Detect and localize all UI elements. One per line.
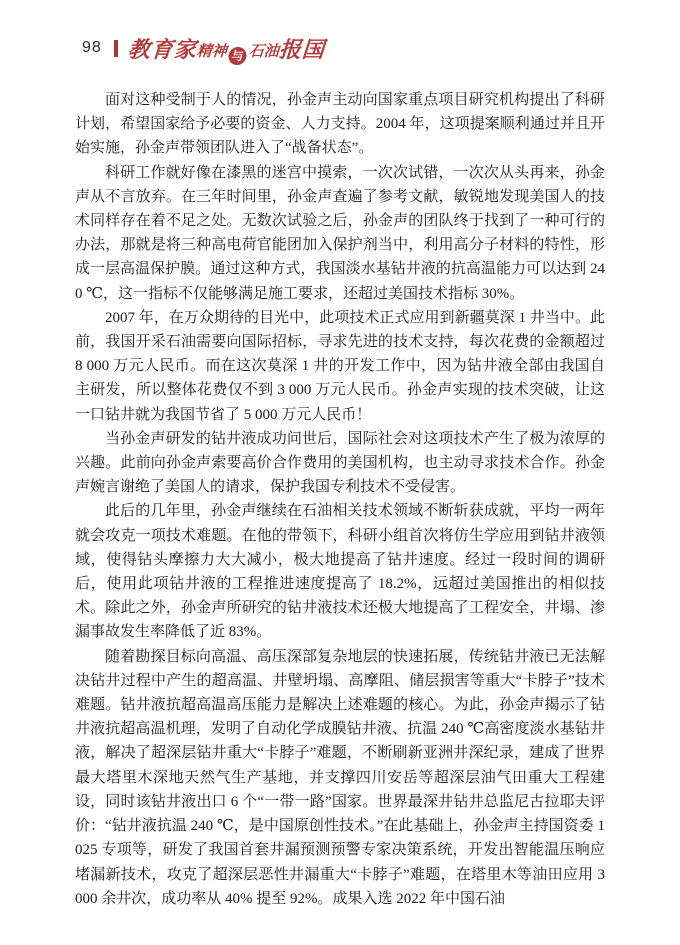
- paragraph-5: 此后的几年里，孙金声继续在石油相关技术领域不断斩获成就，平均一两年就会攻克一项技术难题。在他的带领下，科研小组首次将仿生学应用到钻井液领域，使得钻头摩擦力大大减小，极大地提高了钻井速度。经过一段时间的调研后，使用此项钻井液的工程推进速度提高了 18.2%，远超过美国推出的相似技术。除此之外，孙金声所研究的钻井液技术还极大地提高了工程安全，井塌、渗漏事故发生率降低了近 83%。: [75, 503, 605, 641]
- logo-segment-jiaoyujia: 教育家: [126, 36, 198, 62]
- header-divider-bar: [114, 40, 118, 57]
- logo-yu-circle-badge: 与: [228, 46, 247, 64]
- page-number: 98: [82, 39, 102, 56]
- logo-segment-baoguo: 报国: [277, 36, 326, 62]
- paragraph-2: 科研工作就好像在漆黑的迷宫中摸索，一次次试错，一次次从头再来，孙金声从不言放弃。在三年时间里，孙金声查遍了参考文献，敏锐地发现美国人的技术同样存在着不足之处。无数次试验之后，孙金声的团队终于找到了一种可行的办法，那就是将三种高电荷官能团加入保护剂当中，利用高分子材料的特性，形成一层高温保护膜。通过这种方式，我国淡水基钻井液的抗高温能力可以达到 240 ℃，这一指标不仅能够满足施工要求，还超过美国技术指标 30%。: [75, 164, 605, 302]
- page-header: [82, 34, 325, 62]
- paragraph-3: 2007 年，在万众期待的目光中，此项技术正式应用到新疆莫深 1 井当中。此前，我国开采石油需要向国际招标，寻求先进的技术支持，每次花费的金额超过 8 000 万元人民币。而在这次莫深 1 井的开发工作中，因为钻井液全部由我国自主研发，所以整体花费仅不到 3 000 万元人民币。孙金声实现的技术突破，让这一口钻井就为我国节省了 5 000 万元人民币！: [75, 309, 605, 423]
- paragraph-6: 随着勘探目标向高温、高压深部复杂地层的快速拓展，传统钻井液已无法解决钻井过程中产生的超高温、井壁坍塌、高摩阻、储层损害等重大“卡脖子”技术难题。钻井液抗超高温高压能力是解决上述难题的核心。为此，孙金声揭示了钻井液抗超高温机理，发明了自动化学成膜钻井液、抗温 240 ℃高密度淡水基钻井液，解决了超深层钻井重大“卡脖子”难题，不断刷新亚洲井深纪录，建成了世界最大塔里木深地天然气生产基地，并支撑四川安岳等超深层油气田重大工程建设，同时该钻井液出口 6 个“一带一路”国家。世界最深井钻井总监尼古拉耶夫评价：“钻井液抗温 240 ℃，是中国原创性技术。”在此基础上，孙金声主持国资委 1025 专项等，研发了我国首套井漏预测预警专家决策系统，开发出智能温压响应堵漏新技术，攻克了超深层恶性井漏重大“卡脖子”难题，在塔里木等油田应用 3 000 余井次，成功率从 40% 提至 92%。成果入选 2022 年中国石油: [75, 648, 605, 907]
- paragraph-1: 面对这种受制于人的情况，孙金声主动向国家重点项目研究机构提出了科研计划，希望国家给予必要的资金、人力支持。2004 年，这项提案顺利通过并且开始实施，孙金声带领团队进入了“战备状态”。: [75, 92, 605, 157]
- paragraph-4: 当孙金声研发的钻井液成功问世后，国际社会对这项技术产生了极为浓厚的兴趣。此前向孙金声索要高价合作费用的美国机构，也主动寻求技术合作。孙金声婉言谢绝了美国人的请求，保护我国专利技术不受侵害。: [75, 430, 605, 496]
- logo-segment-shiyou: 石油: [248, 43, 280, 60]
- article-body: [75, 88, 605, 911]
- logo-segment-jingshen: 精神: [196, 43, 228, 60]
- book-title-logo: [127, 33, 326, 64]
